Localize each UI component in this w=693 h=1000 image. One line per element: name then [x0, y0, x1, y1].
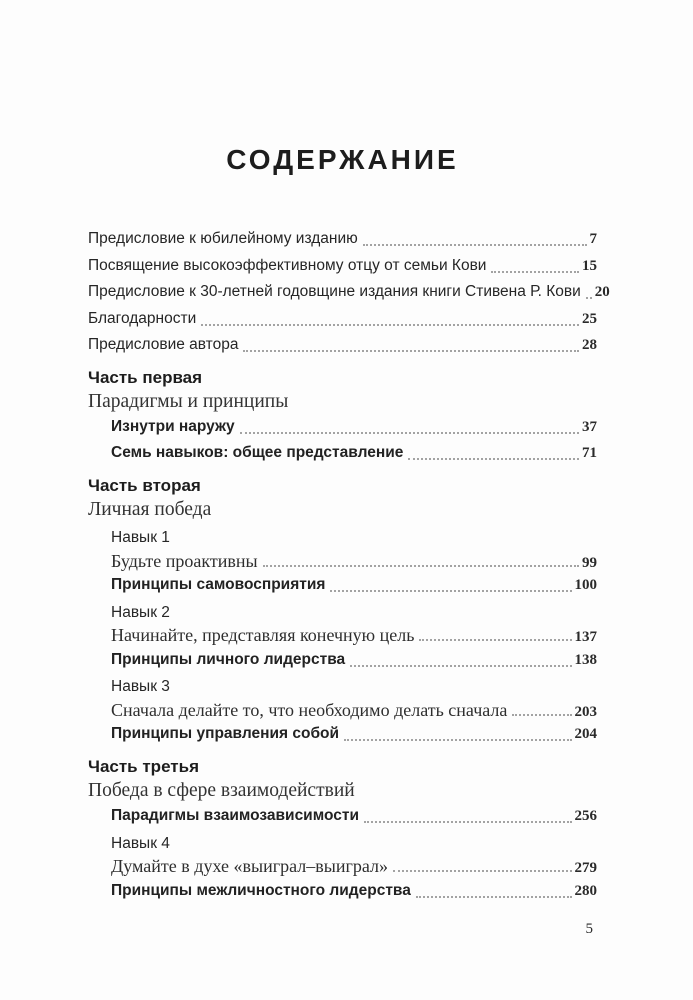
toc-entry [88, 856, 597, 876]
toc-entry [88, 882, 597, 902]
entry-page-number: 138 [574, 651, 597, 668]
part-title [88, 476, 597, 496]
entry-page-number: 279 [574, 860, 597, 876]
dotted-leader [263, 565, 579, 567]
dotted-leader [491, 271, 579, 273]
entry-label: Парадигмы взаимозависимости [111, 807, 359, 824]
entry-label: Принципы межличностного лидерства [111, 881, 411, 899]
dotted-leader [416, 896, 572, 898]
entry-label: Навык 3 [111, 678, 170, 695]
entry-label: Начинайте, представляя конечную цель [111, 625, 415, 645]
toc-entry [88, 625, 597, 645]
entry-label: Будьте проактивны [111, 550, 258, 571]
entry-label: Часть третья [88, 757, 199, 776]
toc-entry [88, 336, 597, 356]
toc-entry [88, 283, 610, 303]
entry-page-number: 137 [574, 629, 597, 645]
toc-entry [88, 576, 597, 596]
part-subtitle [88, 499, 597, 519]
entry-label: Семь навыков: общее представление [111, 444, 404, 461]
entry-label: Победа в сфере взаимодействий [88, 780, 355, 801]
entry-label: Парадигмы и принципы [88, 391, 289, 412]
entry-label: Принципы личного лидерства [111, 650, 346, 668]
entry-label: Навык 2 [111, 603, 170, 621]
entry-page-number: 280 [574, 882, 597, 899]
toc-entry [88, 418, 597, 438]
part-title [88, 368, 597, 388]
part-subtitle [88, 780, 597, 800]
toc-entry [88, 551, 597, 571]
entry-label: Личная победа [88, 499, 212, 520]
part-title [88, 757, 597, 777]
entry-label: Предисловие к юбилейному изданию [88, 230, 358, 247]
habit-label [88, 604, 597, 624]
toc-entry [88, 310, 597, 330]
entry-label: Часть первая [88, 368, 203, 387]
page-title: СОДЕРЖАНИЕ [226, 144, 459, 175]
dotted-leader [586, 297, 592, 299]
toc-entry [88, 725, 597, 745]
toc-entry [88, 444, 597, 464]
entry-label: Принципы самовосприятия [111, 576, 326, 593]
entry-page-number: 20 [594, 284, 610, 300]
toc-entry [88, 651, 597, 671]
entry-page-number: 203 [574, 703, 597, 720]
entry-label: Предисловие к 30-летней годовщине издания книги Стивена Р. Кови [88, 283, 581, 300]
entry-page-number: 25 [582, 310, 597, 327]
part-subtitle [88, 391, 597, 411]
dotted-leader [393, 870, 572, 872]
toc-entry [88, 230, 597, 250]
dotted-leader [201, 324, 579, 326]
entry-page-number: 100 [574, 577, 597, 593]
entry-label: Навык 4 [111, 834, 170, 852]
dotted-leader [243, 350, 579, 352]
dotted-leader [363, 244, 587, 246]
dotted-leader [330, 590, 571, 592]
entry-page-number: 204 [574, 726, 597, 742]
entry-label: Благодарности [88, 309, 197, 327]
toc-entry [88, 807, 597, 827]
entry-page-number: 71 [582, 445, 597, 461]
dotted-leader [240, 432, 579, 434]
habit-label [88, 678, 597, 698]
dotted-leader [344, 739, 571, 741]
dotted-leader [408, 458, 579, 460]
entry-page-number: 37 [582, 419, 597, 435]
entry-page-number: 7 [589, 231, 597, 247]
entry-page-number: 256 [574, 808, 597, 824]
dotted-leader [512, 714, 571, 716]
entry-label: Принципы управления собой [111, 725, 340, 742]
dotted-leader [419, 639, 571, 641]
entry-label: Сначала делайте то, что необходимо делать сначала [111, 699, 508, 720]
habit-label [88, 529, 597, 549]
dotted-leader [364, 821, 572, 823]
entry-page-number: 15 [582, 257, 597, 274]
entry-label: Изнутри наружу [111, 418, 235, 435]
entry-label: Думайте в духе «выиграл–выиграл» [111, 856, 388, 876]
toc-list [88, 230, 610, 902]
entry-label: Посвящение высокоэффективному отцу от семьи Кови [88, 256, 487, 274]
entry-page-number: 99 [582, 554, 597, 571]
entry-label: Предисловие автора [88, 336, 239, 353]
toc-entry [88, 700, 597, 720]
entry-label: Навык 1 [111, 529, 170, 546]
entry-label: Часть вторая [88, 476, 201, 495]
entry-page-number: 28 [582, 337, 597, 353]
habit-label [88, 835, 597, 855]
dotted-leader [350, 665, 571, 667]
toc-entry [88, 257, 597, 277]
folio-page-number: 5 [585, 921, 593, 937]
